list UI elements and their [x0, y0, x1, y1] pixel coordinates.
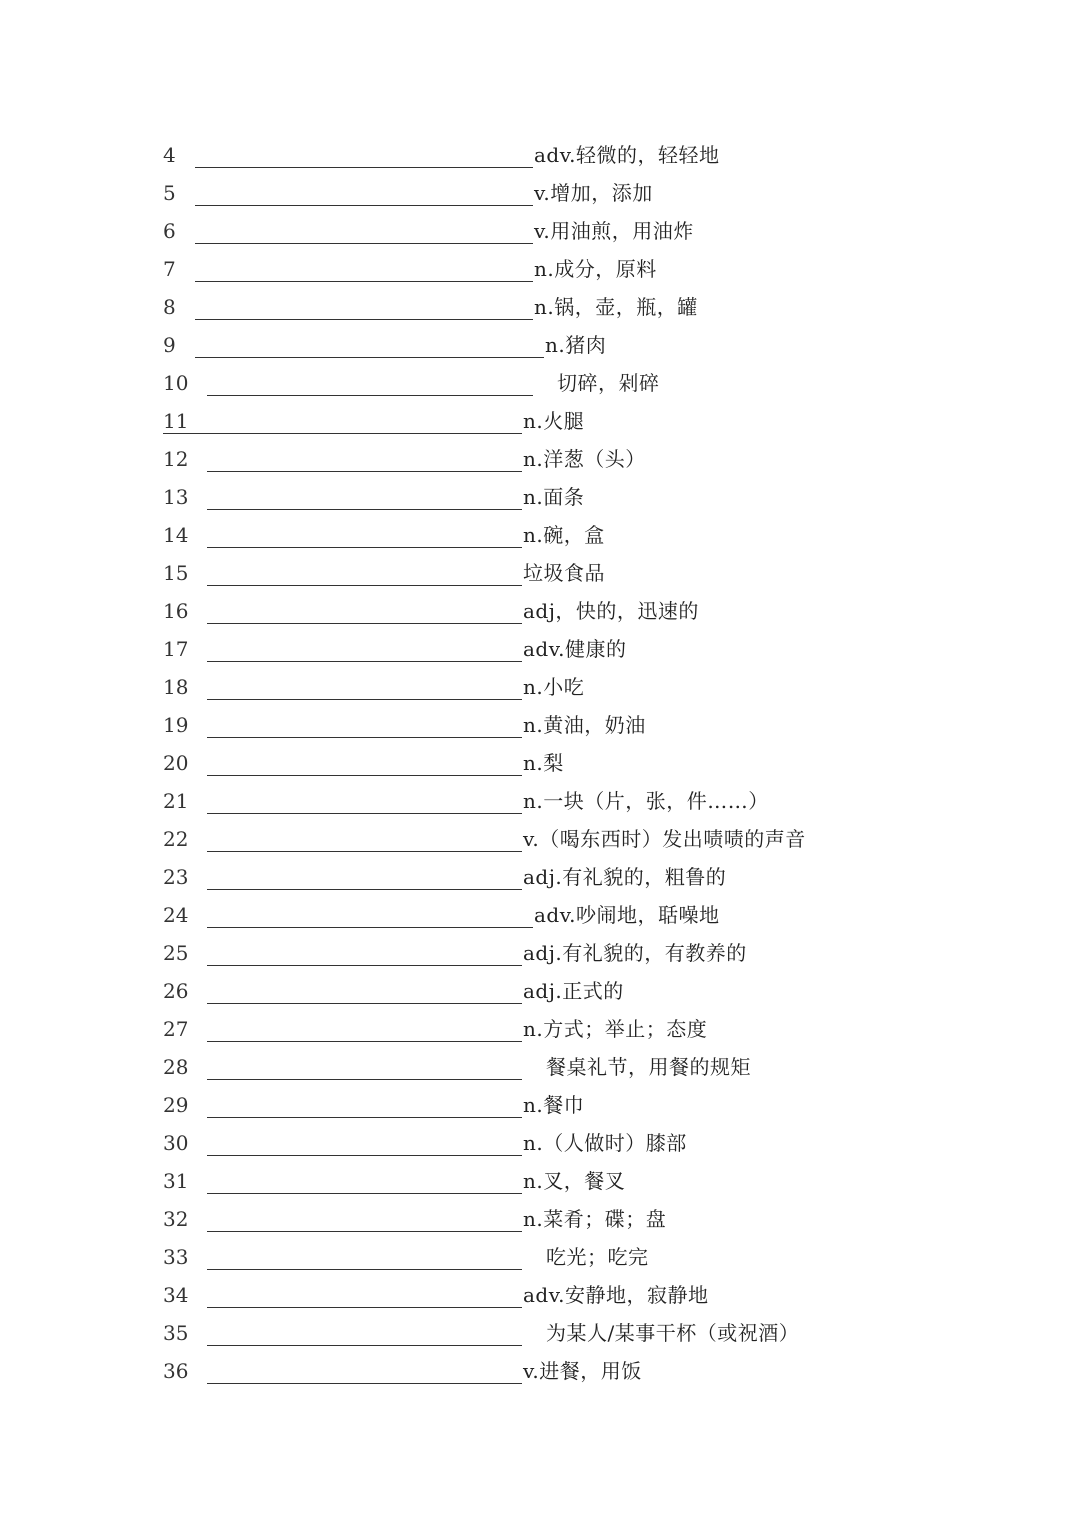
vocab-row-11	[0, 406, 1080, 444]
vocab-row-24	[0, 900, 1080, 938]
vocab-row-27	[0, 1014, 1080, 1052]
vocab-row-26	[0, 976, 1080, 1014]
vocab-row-18	[0, 672, 1080, 710]
item-number: 18	[163, 675, 189, 699]
vocab-row-8	[0, 292, 1080, 330]
chinese-meaning: adj.有礼貌的，有教养的	[523, 941, 747, 965]
chinese-meaning: n.方式；举止；态度	[523, 1017, 708, 1041]
item-number: 15	[163, 561, 189, 585]
answer-blank[interactable]	[207, 1345, 522, 1346]
chinese-meaning: v.（喝东西时）发出啧啧的声音	[523, 827, 806, 851]
chinese-meaning: n.黄油，奶油	[523, 713, 646, 737]
chinese-meaning: n.（人做时）膝部	[523, 1131, 687, 1155]
item-number: 34	[163, 1283, 189, 1307]
answer-blank[interactable]	[207, 927, 533, 928]
chinese-meaning: n.成分，原料	[534, 257, 657, 281]
chinese-meaning: n.叉，餐叉	[523, 1169, 626, 1193]
answer-blank[interactable]	[207, 813, 522, 814]
answer-blank[interactable]	[207, 1003, 522, 1004]
item-number: 22	[163, 827, 189, 851]
answer-blank[interactable]	[207, 471, 522, 472]
chinese-meaning: n.餐巾	[523, 1093, 585, 1117]
vocab-row-34	[0, 1280, 1080, 1318]
item-number: 33	[163, 1245, 189, 1269]
item-number: 11	[163, 409, 189, 433]
answer-blank[interactable]	[195, 205, 533, 206]
vocab-row-7	[0, 254, 1080, 292]
item-number: 8	[163, 295, 176, 319]
item-number: 5	[163, 181, 176, 205]
chinese-meaning: n.火腿	[523, 409, 585, 433]
vocab-row-25	[0, 938, 1080, 976]
chinese-meaning: n.小吃	[523, 675, 585, 699]
answer-blank[interactable]	[207, 889, 522, 890]
answer-blank[interactable]	[207, 737, 522, 738]
vocab-row-9	[0, 330, 1080, 368]
answer-blank[interactable]	[207, 1231, 522, 1232]
item-number: 17	[163, 637, 189, 661]
chinese-meaning: v.增加，添加	[534, 181, 653, 205]
item-number: 35	[163, 1321, 189, 1345]
chinese-meaning: adv.安静地，寂静地	[523, 1283, 709, 1307]
vocab-row-10	[0, 368, 1080, 406]
vocab-row-28	[0, 1052, 1080, 1090]
item-number: 32	[163, 1207, 189, 1231]
item-number: 20	[163, 751, 189, 775]
chinese-meaning: adj.有礼貌的，粗鲁的	[523, 865, 727, 889]
vocab-row-5	[0, 178, 1080, 216]
answer-blank[interactable]	[195, 357, 544, 358]
chinese-meaning: n.梨	[523, 751, 564, 775]
item-number: 27	[163, 1017, 189, 1041]
item-number: 30	[163, 1131, 189, 1155]
item-number: 14	[163, 523, 189, 547]
answer-blank[interactable]	[207, 1307, 522, 1308]
answer-blank[interactable]	[207, 1193, 522, 1194]
vocab-row-6	[0, 216, 1080, 254]
vocab-row-23	[0, 862, 1080, 900]
vocab-row-22	[0, 824, 1080, 862]
item-number: 12	[163, 447, 189, 471]
vocab-row-17	[0, 634, 1080, 672]
chinese-meaning: adj，快的，迅速的	[523, 599, 699, 623]
vocab-row-33	[0, 1242, 1080, 1280]
vocab-row-4	[0, 140, 1080, 178]
answer-blank[interactable]	[207, 1117, 522, 1118]
item-number: 29	[163, 1093, 189, 1117]
chinese-meaning: n.面条	[523, 485, 585, 509]
chinese-meaning: 餐桌礼节，用餐的规矩	[546, 1055, 751, 1079]
vocab-row-16	[0, 596, 1080, 634]
item-number: 10	[163, 371, 189, 395]
item-number: 31	[163, 1169, 189, 1193]
answer-blank[interactable]	[207, 509, 522, 510]
item-number: 4	[163, 143, 176, 167]
answer-blank[interactable]	[207, 547, 522, 548]
chinese-meaning: adv.健康的	[523, 637, 627, 661]
item-number: 24	[163, 903, 189, 927]
vocab-row-13	[0, 482, 1080, 520]
chinese-meaning: n.锅，壶，瓶，罐	[534, 295, 698, 319]
answer-blank[interactable]	[195, 281, 533, 282]
item-number: 21	[163, 789, 189, 813]
chinese-meaning: n.碗，盒	[523, 523, 605, 547]
chinese-meaning: v.用油煎，用油炸	[534, 219, 694, 243]
chinese-meaning: 垃圾食品	[523, 561, 605, 585]
vocab-row-30	[0, 1128, 1080, 1166]
answer-blank[interactable]	[207, 1383, 522, 1384]
item-number: 23	[163, 865, 189, 889]
chinese-meaning: 切碎，剁碎	[557, 371, 660, 395]
vocab-row-31	[0, 1166, 1080, 1204]
vocab-row-32	[0, 1204, 1080, 1242]
answer-blank[interactable]	[163, 433, 522, 434]
vocab-row-15	[0, 558, 1080, 596]
item-number: 26	[163, 979, 189, 1003]
item-number: 6	[163, 219, 176, 243]
chinese-meaning: n.猪肉	[545, 333, 607, 357]
answer-blank[interactable]	[207, 1041, 522, 1042]
vocab-row-29	[0, 1090, 1080, 1128]
vocab-row-14	[0, 520, 1080, 558]
answer-blank[interactable]	[207, 661, 522, 662]
answer-blank[interactable]	[207, 851, 522, 852]
item-number: 36	[163, 1359, 189, 1383]
item-number: 13	[163, 485, 189, 509]
answer-blank[interactable]	[195, 319, 533, 320]
chinese-meaning: v.进餐，用饭	[523, 1359, 642, 1383]
chinese-meaning: 为某人/某事干杯（或祝酒）	[546, 1321, 800, 1345]
item-number: 16	[163, 599, 189, 623]
item-number: 28	[163, 1055, 189, 1079]
answer-blank[interactable]	[207, 775, 522, 776]
answer-blank[interactable]	[207, 699, 522, 700]
answer-blank[interactable]	[207, 1155, 522, 1156]
chinese-meaning: 吃光；吃完	[546, 1245, 649, 1269]
item-number: 19	[163, 713, 189, 737]
answer-blank[interactable]	[207, 965, 522, 966]
answer-blank[interactable]	[207, 1269, 522, 1270]
vocab-row-19	[0, 710, 1080, 748]
vocab-row-21	[0, 786, 1080, 824]
item-number: 25	[163, 941, 189, 965]
chinese-meaning: n.菜肴；碟；盘	[523, 1207, 667, 1231]
answer-blank[interactable]	[207, 623, 522, 624]
answer-blank[interactable]	[195, 243, 533, 244]
vocab-row-20	[0, 748, 1080, 786]
vocab-row-12	[0, 444, 1080, 482]
chinese-meaning: adv.吵闹地，聒噪地	[534, 903, 720, 927]
chinese-meaning: adv.轻微的，轻轻地	[534, 143, 720, 167]
chinese-meaning: n.一块（片，张，件……）	[523, 789, 769, 813]
answer-blank[interactable]	[207, 585, 522, 586]
chinese-meaning: adj.正式的	[523, 979, 624, 1003]
item-number: 7	[163, 257, 176, 281]
vocab-row-35	[0, 1318, 1080, 1356]
answer-blank[interactable]	[207, 1079, 522, 1080]
vocab-row-36	[0, 1356, 1080, 1394]
item-number: 9	[163, 333, 176, 357]
chinese-meaning: n.洋葱（头）	[523, 447, 646, 471]
answer-blank[interactable]	[207, 395, 533, 396]
answer-blank[interactable]	[195, 167, 533, 168]
